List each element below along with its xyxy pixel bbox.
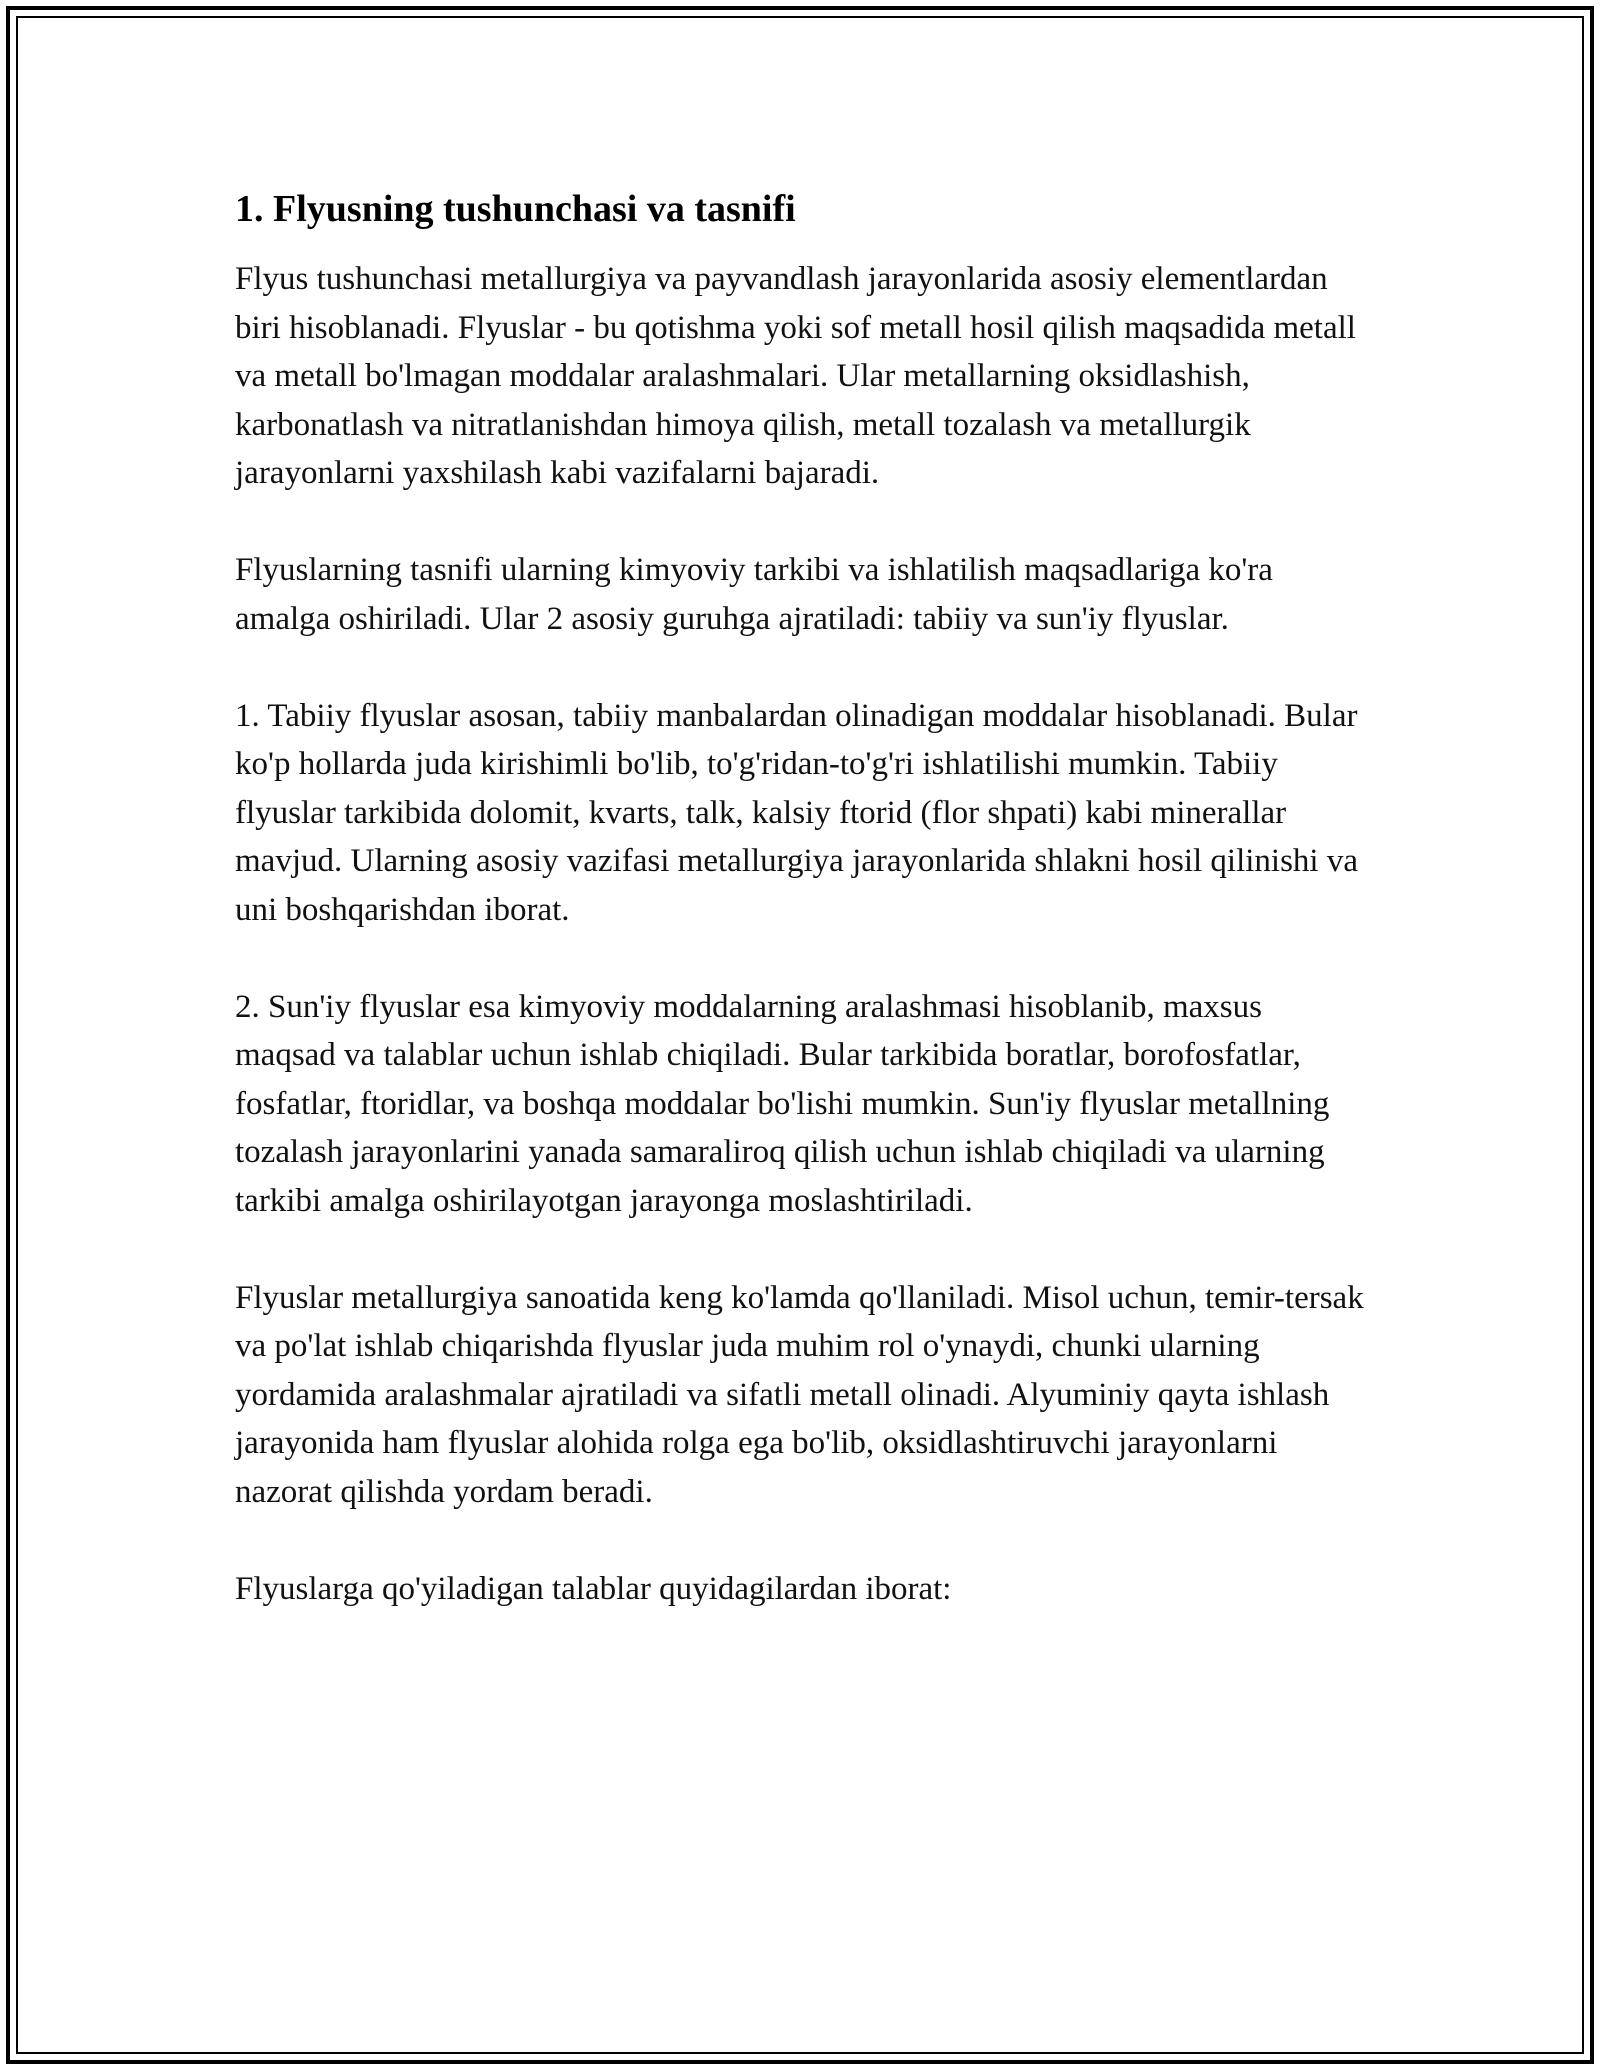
paragraph-flux-concept: Flyus tushunchasi metallurgiya va payvandlash jarayonlarida asosiy elementlardan biri hisoblanadi. Flyuslar - bu qotishma yoki sof metall hosil qilish maqsadida metall va metall bo'lmagan moddalar aralashmalari. Ular metallarning oksidlashish, karbonatlash va nitratlanishdan himoya qilish, metall tozalash va metallurgik jarayonlarni yaxshilash kabi vazifalarni bajaradi. <box>235 261 1356 491</box>
document-body <box>235 183 1365 1613</box>
section-heading: 1. Flyusning tushunchasi va tasnifi <box>235 188 796 230</box>
paragraph-natural-fluxes: 1. Tabiiy flyuslar asosan, tabiiy manbalardan olinadigan moddalar hisoblanadi. Bular ko'p hollarda juda kirishimli bo'lib, to'g'ridan-to'g'ri ishlatilishi mumkin. Tabiiy flyuslar tarkibida dolomit, kvarts, talk, kalsiy ftorid (flor shpati) kabi minerallar mavjud. Ularning asosiy vazifasi metallurgiya jarayonlarida shlakni hosil qilinishi va uni boshqarishdan iborat. <box>235 697 1358 928</box>
paragraph-artificial-fluxes: 2. Sun'iy flyuslar esa kimyoviy moddalarning aralashmasi hisoblanib, maxsus maqsad va talablar uchun ishlab chiqiladi. Bular tarkibida boratlar, borofosfatlar, fosfatlar, ftoridlar, va boshqa moddalar bo'lishi mumkin. Sun'iy flyuslar metallning tozalash jarayonlarini yanada samaraliroq qilish uchun ishlab chiqiladi va ularning tarkibi amalga oshirilayotgan jarayonga moslashtiriladi. <box>235 988 1330 1219</box>
paragraph-flux-applications: Flyuslar metallurgiya sanoatida keng ko'lamda qo'llaniladi. Misol uchun, temir-tersak va po'lat ishlab chiqarishda flyuslar juda muhim rol o'ynaydi, chunki ularning yordamida aralashmalar ajratiladi va sifatli metall olinadi. Alyuminiy qayta ishlash jarayonida ham flyuslar alohida rolga ega bo'lib, oksidlashtiruvchi jarayonlarni nazorat qilishda yordam beradi. <box>235 1279 1364 1510</box>
paragraph-flux-requirements: Flyuslarga qo'yiladigan talablar quyidagilardan iborat: <box>235 1570 952 1607</box>
paragraph-flux-classification: Flyuslarning tasnifi ularning kimyoviy tarkibi va ishlatilish maqsadlariga ko'ra amalga oshiriladi. Ular 2 asosiy guruhga ajratiladi: tabiiy va sun'iy flyuslar. <box>235 552 1273 637</box>
